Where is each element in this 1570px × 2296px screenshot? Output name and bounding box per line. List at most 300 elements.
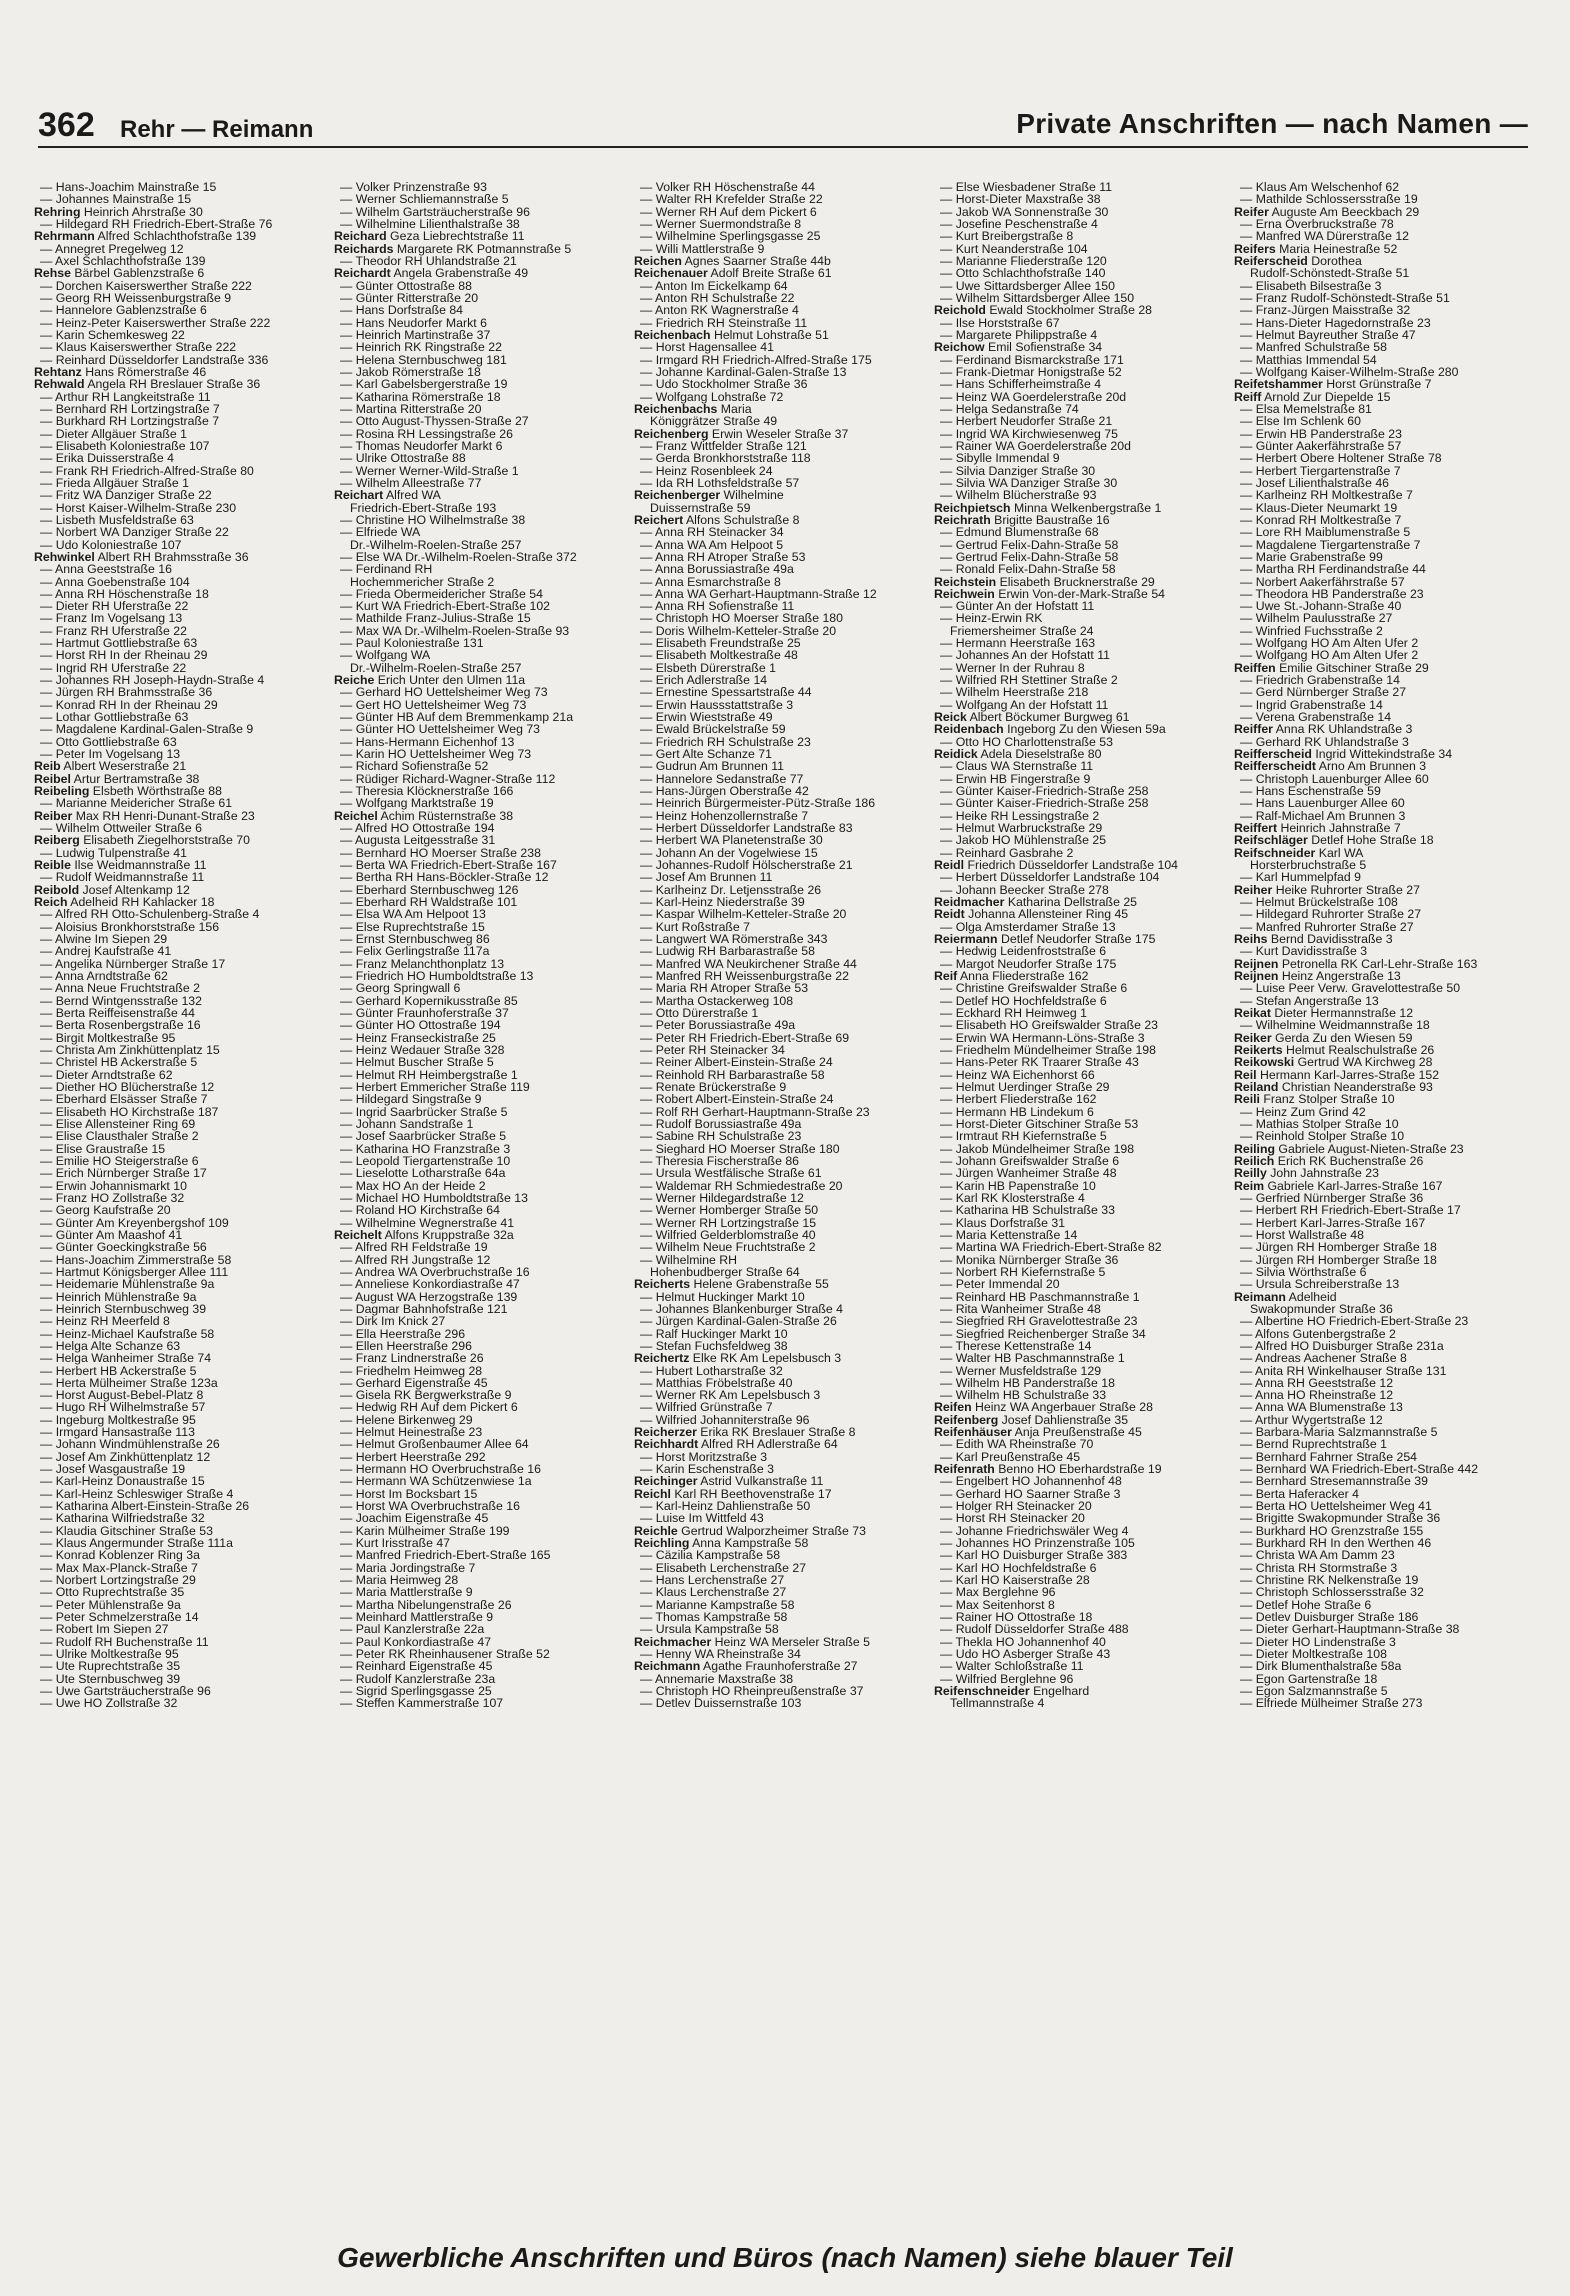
surname: Rehrmann [34, 229, 95, 244]
listing-entry: — Bernhard HO Moerser Straße 238 [340, 845, 541, 860]
entry-text: Heinrich Jahnstraße 7 [1277, 821, 1401, 836]
surname: Reich [34, 895, 68, 910]
listing-entry: — Mathias Stolper Straße 10 [1240, 1116, 1399, 1131]
listing-entry: — Franz Melanchthonplatz 13 [340, 956, 505, 971]
listing-entry: — Matthias Immendal 54 [1240, 352, 1377, 367]
listing-entry: — Katharina HB Schulstraße 33 [940, 1203, 1115, 1218]
listing-entry: — Konrad RH In der Rheinau 29 [40, 697, 218, 712]
listing-entry: — Paul Konkordiastraße 47 [340, 1634, 492, 1649]
listing-entry: — Rita Wanheimer Straße 48 [940, 1301, 1101, 1316]
listing-entry: — Helmut Brückelstraße 108 [1240, 895, 1398, 910]
listing-entry: — Peter Borussiastraße 49a [640, 1018, 796, 1033]
listing-entry: — Anna RH Sofienstraße 11 [640, 599, 795, 614]
listing-continuation: Horsterbruchstraße 5 [1250, 858, 1367, 873]
listing-entry: — Wilhelm Paulusstraße 27 [1240, 611, 1393, 626]
listing-entry: — Johannes RH Joseph-Haydn-Straße 4 [40, 673, 265, 688]
entry-text: Erich Unter den Ulmen 11a [374, 673, 526, 688]
surname: Reicherts [634, 1277, 691, 1292]
listing-entry: — Ralf Huckinger Markt 10 [640, 1326, 788, 1341]
listing-entry: — Christoph HO Rheinpreußenstraße 37 [640, 1684, 864, 1699]
listing-entry: — Erwin WA Hermann-Löns-Straße 3 [940, 1030, 1145, 1045]
listing-entry: — Edmund Blumenstraße 68 [940, 525, 1099, 540]
listing-entry: — Peter RK Rheinhausener Straße 52 [340, 1647, 550, 1662]
surname: Reifenschneider [934, 1684, 1030, 1699]
listing-entry: — Konrad RH Moltkestraße 7 [1240, 512, 1402, 527]
listing-entry: — Ulrike Ottostraße 88 [340, 451, 466, 466]
listing-entry: — Wilfried Johanniterstraße 96 [640, 1412, 810, 1427]
listing-entry: — Herbert Düsseldorfer Landstraße 83 [640, 821, 853, 836]
listing-entry: — Otto Gottliebstraße 63 [40, 734, 177, 749]
listing-entry: — Werner In der Ruhrau 8 [940, 660, 1085, 675]
listing-entry: — Alfred RH Feldstraße 19 [340, 1240, 488, 1255]
listing-entry: — Bernd Wintgensstraße 132 [40, 993, 202, 1008]
listing-entry: — Kurt Breibergstraße 8 [940, 229, 1074, 244]
entry-text: Bernd Davidisstraße 3 [1267, 932, 1393, 947]
listing-entry: — Therese Kettenstraße 14 [940, 1338, 1092, 1353]
surname: Reichold [934, 303, 986, 318]
surname: Reidt [934, 907, 965, 922]
surname: Reichart [334, 488, 384, 503]
listing-entry: — Michael HO Humboldtstraße 13 [340, 1190, 528, 1205]
listing-entry: — Heinz RH Meerfeld 8 [40, 1314, 170, 1329]
listing-entry: — Ferdinand RH [340, 562, 433, 577]
surname: Reifenrath [934, 1462, 995, 1477]
listing-entry: — Günter An der Hofstatt 11 [940, 599, 1095, 614]
entry-text: Josef Dahlienstraße 35 [998, 1412, 1129, 1427]
entry-text: Geza Liebrechtstraße 11 [386, 229, 525, 244]
listing-entry: — Wilhelm HB Schulstraße 33 [940, 1388, 1107, 1403]
listing-entry: — Elfriede Mülheimer Straße 273 [1240, 1696, 1423, 1711]
listing-entry: — Ilse Horststraße 67 [940, 315, 1060, 330]
listing-entry: — Ewald Brückelstraße 59 [640, 722, 786, 737]
listing-entry: — Heinz WA Goerdelerstraße 20d [940, 389, 1127, 404]
entry-text: Gertrud WA Kirchweg 28 [1294, 1055, 1433, 1070]
listing-entry: — Karlheinz Dr. Letjensstraße 26 [640, 882, 822, 897]
listing-entry: — Gert HO Uettelsheimer Weg 73 [340, 697, 527, 712]
column-4 [934, 181, 1229, 2105]
listing-entry: — Margot Neudorfer Straße 175 [940, 956, 1117, 971]
listing-entry: — Bernhard Stresemannstraße 39 [1240, 1474, 1428, 1489]
listing-entry: — Friedhelm Heimweg 28 [340, 1363, 483, 1378]
listing-entry: — Walter HB Paschmannstraße 1 [940, 1351, 1125, 1366]
listing-entry: — Erwin Johannismarkt 10 [40, 1178, 187, 1193]
surname: Reimann [1234, 1289, 1286, 1304]
listing-entry: — Norbert Aakerfährstraße 57 [1240, 574, 1405, 589]
listing-entry: — Udo Stockholmer Straße 36 [640, 377, 808, 392]
listing-entry: — Karl-Heinz Dahlienstraße 50 [640, 1499, 811, 1514]
listing-entry: — Rosina RH Lessingstraße 26 [340, 426, 513, 441]
listing-entry: — Werner Werner-Wild-Straße 1 [340, 463, 519, 478]
listing-entry: — Erika Duisserstraße 4 [40, 451, 174, 466]
entry-text: Maria [717, 401, 752, 416]
listing-entry: — Magdalene Tiergartenstraße 7 [1240, 537, 1421, 552]
listing-entry: — Dieter Gerhart-Hauptmann-Straße 38 [1240, 1622, 1460, 1637]
surname: Rehring [34, 204, 81, 219]
listing-entry: — Kaspar Wilhelm-Ketteler-Straße 20 [640, 907, 847, 922]
listing-entry: — Johanne Friedrichswäler Weg 4 [940, 1523, 1129, 1538]
listing-entry: — Christine Greifswalder Straße 6 [940, 981, 1128, 996]
entry-text: Alfred RH Adlerstraße 64 [698, 1437, 838, 1452]
listing-continuation: Hohenbudberger Straße 64 [650, 1264, 800, 1279]
listing-entry: — Werner Hildegardstraße 12 [640, 1190, 804, 1205]
listing-entry: — Heinz Hohenzollernstraße 7 [640, 808, 809, 823]
listing-entry: — Hans Schifferheimstraße 4 [940, 377, 1102, 392]
listing-entry: — Alfred HO Duisburger Straße 231a [1240, 1338, 1444, 1353]
surname: Reick [934, 710, 967, 725]
listing-entry: — Walter Schloßstraße 11 [940, 1659, 1084, 1674]
listing-entry: — Heinz WA Eichenhorst 66 [940, 1067, 1095, 1082]
listing-entry: — Karl Hummelpfad 9 [1240, 870, 1361, 885]
listing-entry: — Katharina Römerstraße 18 [340, 389, 501, 404]
listing-entry: — Eberhard RH Waldstraße 101 [340, 895, 518, 910]
listing-entry: — Herbert HB Ackerstraße 5 [40, 1363, 197, 1378]
listing-entry: — Wolfgang HO Am Alten Ufer 2 [1240, 636, 1419, 651]
entry-text: Artur Bertramstraße 38 [70, 771, 200, 786]
listing-entry: — Ernestine Spessartstraße 44 [640, 685, 812, 700]
surname: Reichmann [634, 1659, 701, 1674]
listing-entry: — Ursula Schreiberstraße 13 [1240, 1277, 1400, 1292]
entry-text: Angela Grabenstraße 49 [390, 266, 529, 281]
surname: Reifer [1234, 204, 1269, 219]
listing-entry: — Otto August-Thyssen-Straße 27 [340, 414, 529, 429]
listing-entry: — Otto Ruprechtstraße 35 [40, 1585, 185, 1600]
listing-entry: — Doris Wilhelm-Ketteler-Straße 20 [640, 623, 837, 638]
listing-entry: — Elisabeth Moltkestraße 48 [640, 648, 798, 663]
surname: Reiche [334, 673, 375, 688]
listing-entry: — Karin Eschenstraße 3 [640, 1462, 774, 1477]
listing-entry: — Franz Lindnerstraße 26 [340, 1351, 484, 1366]
listing-entry: — Ingeburg Moltkestraße 95 [40, 1412, 196, 1427]
listing-entry: — Werner Musfeldstraße 129 [940, 1363, 1102, 1378]
listing-entry: — Elisabeth HO Greifswalder Straße 23 [940, 1018, 1159, 1033]
listing-entry: — Hans-Peter RK Traarer Straße 43 [940, 1055, 1139, 1070]
listing-continuation: Dr.-Wilhelm-Roelen-Straße 257 [350, 537, 522, 552]
listing-entry: — Anneliese Konkordiastraße 47 [340, 1277, 520, 1292]
surname-entry [634, 1438, 929, 1450]
listing-entry: — Günter Am Maashof 41 [40, 1227, 183, 1242]
listing-entry: — Hans-Hermann Eichenhof 13 [340, 734, 515, 749]
listing-entry: — Herbert Emmericher Straße 119 [340, 1079, 530, 1094]
surname: Reichl [634, 1486, 671, 1501]
listing-entry: — Horst Hagensallee 41 [640, 340, 774, 355]
listing-entry: — Uwe HO Zollstraße 32 [40, 1696, 178, 1711]
listing-entry: — Alwine Im Siepen 29 [40, 932, 168, 947]
listing-entry: — Werner Suermondstraße 8 [640, 216, 802, 231]
listing-entry: — Helmut Uerdinger Straße 29 [940, 1079, 1110, 1094]
listing-entry: — Olga Amsterdamer Straße 13 [940, 919, 1116, 934]
listing-entry: — Karl-Heinz Schleswiger Straße 4 [40, 1486, 234, 1501]
listing-entry: — Reinhold Stolper Straße 10 [1240, 1129, 1405, 1144]
entry-text: Anna Fliederstraße 162 [957, 969, 1089, 983]
surname: Reifenberg [934, 1412, 999, 1427]
listing-entry: — Horst Moritzstraße 3 [640, 1449, 768, 1464]
listing-entry: — Günter Ottostraße 88 [340, 278, 472, 293]
listing-entry: — Klaus Angermunder Straße 111a [40, 1536, 233, 1551]
entry-text: Ilse Weidmannstraße 11 [70, 858, 207, 873]
entry-text: Heinz Angerstraße 13 [1278, 969, 1401, 983]
listing-entry: — Annemarie Maxstraße 38 [640, 1671, 794, 1686]
listing-entry: — Brigitte Swakopmunder Straße 36 [1240, 1511, 1441, 1526]
entry-text: Minna Welkenbergstraße 1 [1010, 500, 1162, 515]
listing-entry: — Gisela RK Bergwerkstraße 9 [340, 1388, 512, 1403]
listing-entry: — Peter RH Friedrich-Ebert-Straße 69 [640, 1030, 850, 1045]
listing-entry: — Marianne Fliederstraße 120 [940, 253, 1107, 268]
surname: Reim [1234, 1178, 1265, 1193]
listing-continuation: Hochemmericher Straße 2 [350, 574, 495, 589]
listing-entry: — Peter Immendal 20 [940, 1277, 1060, 1292]
listing-entry: — Hildegard Ruhrorter Straße 27 [1240, 907, 1422, 922]
listing-entry: — Katharina Wilfriedstraße 32 [40, 1511, 205, 1526]
listing-entry: — Thekla HO Johannenhof 40 [940, 1634, 1106, 1649]
listing-entry: — Günter HO Ottostraße 194 [340, 1018, 501, 1033]
surname: Reichelt [334, 1227, 382, 1242]
listing-entry: — Theresia Fischerstraße 86 [640, 1153, 800, 1168]
listing-entry: — Marianne Meidericher Straße 61 [40, 796, 233, 811]
listing-entry: — Christa RH Stormstraße 3 [1240, 1560, 1398, 1575]
listing-entry: — Wilhelm Alleestraße 77 [340, 475, 482, 490]
surname-entry [934, 908, 1229, 920]
listing-entry: — Klaus Kaiserswerther Straße 222 [40, 340, 237, 355]
surname: Reifetshammer [1234, 377, 1323, 392]
listing-entry: — Hans Lauenburger Allee 60 [1240, 796, 1405, 811]
listing-entry: — Wilhelm Heerstraße 218 [940, 685, 1089, 700]
surname-entry [34, 230, 329, 242]
listing-entry: — Herbert RH Friedrich-Ebert-Straße 17 [1240, 1203, 1461, 1218]
surname: Reicherzer [634, 1425, 697, 1440]
listing-continuation: Rudolf-Schönstedt-Straße 51 [1250, 266, 1410, 281]
listing-entry: — Christine HO Wilhelmstraße 38 [340, 512, 526, 527]
listing-entry: — Stefan Angerstraße 13 [1240, 993, 1379, 1008]
entry-text: Petronella RK Carl-Lehr-Straße 163 [1278, 956, 1478, 971]
listing-entry: — Holger RH Steinacker 20 [940, 1499, 1092, 1514]
listing-continuation: Friedrich-Ebert-Straße 193 [350, 500, 497, 515]
listing-entry: — Berta WA Friedrich-Ebert-Straße 167 [340, 858, 557, 873]
listing-entry: — Franz HO Zollstraße 32 [40, 1190, 185, 1205]
surname: Reichinger [634, 1474, 698, 1489]
listing-entry: — Reinhard Düsseldorfer Landstraße 336 [40, 352, 269, 367]
listing-entry: — Wilhelmine Sperlingsgasse 25 [640, 229, 821, 244]
entry-text: Karl RH Beethovenstraße 17 [670, 1486, 832, 1501]
surname: Reif [934, 969, 958, 983]
listing-entry: — Wilfried Berglehne 96 [940, 1671, 1074, 1686]
listing-entry: — Udo Koloniestraße 107 [40, 537, 182, 552]
listing-entry: — Hans Eschenstraße 59 [1240, 784, 1381, 799]
listing-entry: — Ulrike Moltkestraße 95 [40, 1647, 179, 1662]
listing-entry: — Max Berglehne 96 [940, 1585, 1056, 1600]
listing-entry: — Gudrun Am Brunnen 11 [640, 759, 785, 774]
listing-entry: — Elise Graustraße 15 [40, 1141, 166, 1156]
listing-entry: — Dagmar Bahnhofstraße 121 [340, 1301, 508, 1316]
surname: Reichard [334, 229, 387, 244]
listing-entry: — Arthur Wygertstraße 12 [1240, 1412, 1383, 1427]
listing-entry: — Horst RH Steinacker 20 [940, 1511, 1085, 1526]
listing-entry: — Helmut RH Heimbergstraße 1 [340, 1067, 518, 1082]
listing-entry: — Alfred RH Otto-Schulenberg-Straße 4 [40, 907, 260, 922]
entry-text: Adelheid [1285, 1289, 1337, 1304]
surname: Reichhardt [634, 1437, 699, 1452]
listing-entry: — Rainer HO Ottostraße 18 [940, 1610, 1093, 1625]
listing-entry: — Wilfried Grünstraße 7 [640, 1400, 773, 1415]
listing-entry: — Anna Goebenstraße 104 [40, 574, 190, 589]
listing-entry: — Martha Nibelungenstraße 26 [340, 1597, 512, 1612]
entry-text: Angela RH Breslauer Straße 36 [84, 377, 261, 392]
surname: Reichenberger [634, 488, 721, 503]
surname: Reichenbachs [634, 401, 718, 416]
entry-text: Erich RK Buchenstraße 26 [1274, 1153, 1424, 1168]
entry-text: Max RH Henri-Dunant-Straße 23 [72, 808, 255, 823]
listing-entry: — Erich Nürnberger Straße 17 [40, 1166, 207, 1181]
listing-entry: — Christoph HO Moerser Straße 180 [640, 611, 843, 626]
listing-entry: — Hedwig Leidenfroststraße 6 [940, 944, 1107, 959]
listing-entry: — Volker Prinzenstraße 93 [340, 181, 487, 194]
listing-entry: — Augusta Leitgesstraße 31 [340, 833, 496, 848]
listing-entry: — Hermann HB Lindekum 6 [940, 1104, 1094, 1119]
listing-entry: — Gerhard Kopernikusstraße 85 [340, 993, 518, 1008]
listing-entry: — Anton RH Schulstraße 22 [640, 290, 795, 305]
listing-entry: — Franz Im Vogelsang 13 [40, 611, 183, 626]
entry-text: Erwin Weseler Straße 37 [708, 426, 849, 441]
listing-entry: — Renate Brückerstraße 9 [640, 1079, 787, 1094]
listing-entry: — Johann Greifswalder Straße 6 [940, 1153, 1120, 1168]
listing-entry: — Irmgard Hansastraße 113 [40, 1425, 195, 1440]
listing-entry: — Helmut Heinestraße 23 [340, 1425, 483, 1440]
surname: Reidick [934, 747, 978, 762]
listing-entry: — Martha RH Ferdinandstraße 44 [1240, 562, 1426, 577]
surname: Reifers [1234, 241, 1276, 256]
listing-entry: — Anna RH Steinacker 34 [640, 525, 784, 540]
listing-entry: — Felix Gerlingstraße 117a [340, 944, 490, 959]
listing-entry: — Reinhard HB Paschmannstraße 1 [940, 1289, 1140, 1304]
listing-entry: — Gert Alte Schanze 71 [640, 747, 772, 762]
entry-text: Friedrich Düsseldorfer Landstraße 104 [964, 858, 1179, 873]
listing-entry: — Gerhard RK Uhlandstraße 3 [1240, 734, 1409, 749]
listing-entry: — Johann Sandstraße 1 [340, 1116, 474, 1131]
surname: Reichling [634, 1536, 690, 1551]
entry-text: Alfons Schulstraße 8 [683, 512, 800, 527]
surname: Reib [34, 759, 61, 774]
surname-entry [934, 341, 1229, 353]
entry-text: Hans Römerstraße 46 [81, 364, 207, 379]
listing-entry: — Hedwig RH Auf dem Pickert 6 [340, 1400, 518, 1415]
listing-entry: — Detlef HO Hochfeldstraße 6 [940, 993, 1107, 1008]
listing-entry: — Anna RH Geeststraße 12 [1240, 1375, 1394, 1390]
listing-entry: — Else Im Schlenk 60 [1240, 414, 1361, 429]
surname-entry [934, 723, 1229, 735]
listing-entry: — Karl HO Duisburger Straße 383 [940, 1548, 1128, 1563]
listing-entry: — Wilhelm HB Panderstraße 18 [940, 1375, 1115, 1390]
listing-entry: — Gerhard HO Uettelsheimer Weg 73 [340, 685, 548, 700]
listing-entry: — Matthias Fröbelstraße 40 [640, 1375, 793, 1390]
surname: Reibeling [34, 784, 90, 799]
listing-entry: — Kurt Neanderstraße 104 [940, 241, 1088, 256]
listing-entry: — Alfons Gutenbergstraße 2 [1240, 1326, 1396, 1341]
surname-entry [334, 489, 629, 501]
listing-entry: — Angelika Nürnberger Straße 17 [40, 956, 226, 971]
listing-entry: — Heinrich Mühlenstraße 9a [40, 1289, 197, 1304]
surname: Reichen [634, 253, 682, 268]
listing-entry: — Wilfried RH Stettiner Straße 2 [940, 673, 1118, 688]
surname: Reifen [934, 1400, 972, 1415]
listing-entry: — Dieter Arndtstraße 62 [40, 1067, 173, 1082]
listing-entry: — Reinhold RH Barbarastraße 58 [640, 1067, 825, 1082]
listing-entry: — Johannes Blankenburger Straße 4 [640, 1301, 844, 1316]
listing-entry: — Paul Koloniestraße 131 [340, 636, 484, 651]
listing-entry: — Helga Alte Schanze 63 [40, 1338, 181, 1353]
surname: Reiff [1234, 389, 1262, 404]
listing-entry: — August WA Herzogstraße 139 [340, 1289, 518, 1304]
entry-text: Elsbeth Wörthstraße 88 [89, 784, 222, 799]
listing-entry: — Stefan Fuchsfeldweg 38 [640, 1338, 788, 1353]
surname: Reiermann [934, 932, 998, 947]
listing-entry: — Heinz-Michael Kaufstraße 58 [40, 1326, 215, 1341]
entry-text: Johanna Allensteiner Ring 45 [964, 907, 1129, 922]
listing-entry: — Klaus Lerchenstraße 27 [640, 1585, 787, 1600]
listing-entry: — Norbert RH Kiefernstraße 5 [940, 1264, 1106, 1279]
listing-entry: — Winfried Fuchsstraße 2 [1240, 623, 1383, 638]
listing-entry: — Waldemar RH Schmiedestraße 20 [640, 1178, 843, 1193]
surname: Reichpietsch [934, 500, 1011, 515]
listing-entry: — Ellen Heerstraße 296 [340, 1338, 472, 1353]
listing-entry: — Karl-Heinz Niederstraße 39 [640, 895, 805, 910]
listing-entry: — Sigrid Sperlingsgasse 25 [340, 1684, 492, 1699]
listing-entry: — Claus WA Sternstraße 11 [940, 759, 1094, 774]
listing-entry: — Christa WA Am Damm 23 [1240, 1548, 1395, 1563]
listing-entry: — Berta Rosenbergstraße 16 [40, 1018, 201, 1033]
listing-entry: — Kurt Irisstraße 47 [340, 1536, 451, 1551]
listing-entry: — Elisabeth Bilsestraße 3 [1240, 278, 1382, 293]
entry-text: Arno Am Brunnen 3 [1316, 759, 1427, 774]
surname: Rehwald [34, 377, 85, 392]
listing-entry: — Monika Nürnberger Straße 36 [940, 1252, 1119, 1267]
surname: Reichenbach [634, 327, 711, 342]
listing-entry: — Christa Am Zinkhüttenplatz 15 [40, 1042, 220, 1057]
entry-text: Astrid Vulkanstraße 11 [697, 1474, 824, 1489]
listing-entry: — Jürgen RH Homberger Straße 18 [1240, 1240, 1437, 1255]
listing-entry: — Karin Schemkesweg 22 [40, 327, 185, 342]
listing-entry: — Manfred Ruhrorter Straße 27 [1240, 919, 1414, 934]
listing-entry: — Horst Im Bocksbart 15 [340, 1486, 478, 1501]
listing-entry: — Alfred RH Jungstraße 12 [340, 1252, 491, 1267]
listing-entry: — Hartmut Gottliebstraße 63 [40, 636, 198, 651]
surname: Reichertz [634, 1351, 690, 1366]
listing-entry: — Konrad Koblenzer Ring 3a [40, 1548, 200, 1563]
listing-entry: — Ronald Felix-Dahn-Straße 58 [940, 562, 1116, 577]
listing-entry: — Friedrich RH Steinstraße 11 [640, 315, 808, 330]
listing-entry: — Arthur RH Langkeitstraße 11 [40, 389, 211, 404]
entry-text: Achim Rüsternstraße 38 [377, 808, 514, 823]
listing-entry: — Silvia Danziger Straße 30 [940, 463, 1096, 478]
listing-entry: — Helmut Bayreuther Straße 47 [1240, 327, 1416, 342]
listing-entry: — Ella Heerstraße 296 [340, 1326, 466, 1341]
surname: Reidl [934, 858, 965, 873]
listing-entry: — Josef Saarbrücker Straße 5 [340, 1129, 507, 1144]
entry-text: Gabriele Karl-Jarres-Straße 167 [1264, 1178, 1443, 1193]
listing-entry: — Egon Gartenstraße 18 [1240, 1671, 1378, 1686]
surname-entry [34, 378, 329, 390]
listing-entry: — Otto HO Charlottenstraße 53 [940, 734, 1113, 749]
listing-entry: — Kurt Roßstraße 7 [640, 919, 751, 934]
listing-continuation: Tellmannstraße 4 [950, 1696, 1045, 1711]
listing-entry: — Ferdinand Bismarckstraße 171 [940, 352, 1124, 367]
listing-entry: — Luise Peer Verw. Gravelottestraße 50 [1240, 981, 1461, 996]
listing-entry: — Helena Sternbuschweg 181 [340, 352, 507, 367]
listing-entry: — Silvia Wörthstraße 6 [1240, 1264, 1367, 1279]
listing-entry: — Johanne Kardinal-Galen-Straße 13 [640, 364, 847, 379]
column-5 [1234, 181, 1529, 2105]
listing-entry: — Anton RK Wagnerstraße 4 [640, 303, 799, 318]
listing-entry: — Franz RH Uferstraße 22 [40, 623, 187, 638]
entry-text: Anna Kampstraße 58 [689, 1536, 809, 1551]
